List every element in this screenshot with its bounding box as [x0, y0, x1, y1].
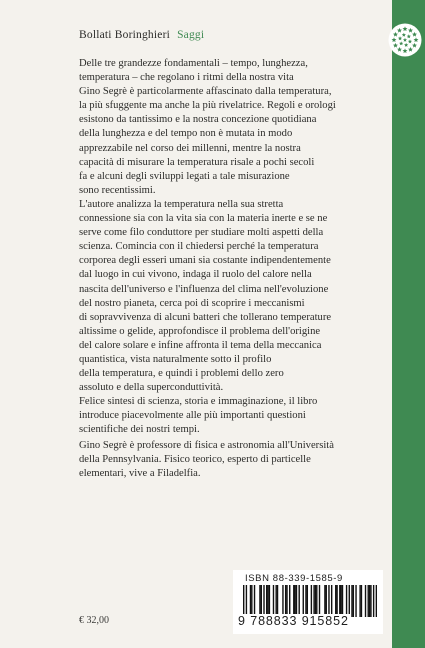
description-line: sono recentissimi. [79, 184, 156, 196]
description-line: serve come filo conduttore per studiare molti aspetti della [79, 227, 324, 239]
description-line: quantistica, vista naturalmente sotto il profilo [79, 353, 272, 365]
description-line: introduce piacevolmente alle più importanti questioni [79, 410, 306, 422]
isbn-label: ISBN 88-339-1585-9 [245, 573, 343, 584]
description-line: assoluto e della superconduttività. [79, 382, 224, 394]
description-line: del calore solare e infine affronta il tema della meccanica [79, 339, 322, 351]
description-line: temperatura – che regolano i ritmi della nostra vita [79, 72, 294, 84]
bio-line: Gino Segrè è professore di fisica e astronomia all'Università [79, 440, 334, 451]
ean-number: 9 788833 915852 [238, 614, 349, 628]
description-line: apprezzabile nel corso dei millenni, mentre la nostra [79, 142, 301, 154]
description-line: connessione sia con la vita sia con la materia inerte e se ne [79, 213, 328, 225]
description-line: L'autore analizza la temperatura nella sua stretta [79, 198, 284, 210]
description-line: Delle tre grandezze fondamentali – tempo, lunghezza, [79, 58, 308, 69]
description-line: scienza. Comincia con il chiedersi perché la temperatura [79, 241, 319, 253]
author-bio [79, 439, 391, 481]
green-side-band [392, 0, 425, 648]
series-name: Saggi [177, 29, 205, 41]
publisher-name: Bollati Boringhieri [79, 29, 170, 41]
description-line: della lunghezza e del tempo non è mutata in modo [79, 128, 293, 140]
series-header [79, 29, 204, 41]
publisher-star-emblem-icon [387, 22, 423, 58]
description-line: fa e alcuni degli sviluppi legati a tale misurazione [79, 170, 290, 182]
description-line: esistono da tantissimo e la nostra concezione quotidiana [79, 114, 317, 126]
description-line: dal luogo in cui vivono, indaga il ruolo del calore nella [79, 269, 312, 281]
description-line: di sopravvivenza di alcuni batteri che tollerano temperature [79, 311, 332, 323]
description-line: Felice sintesi di scienza, storia e immaginazione, il libro [79, 396, 318, 408]
description-line: capacità di misurare la temperatura risale a pochi secoli [79, 156, 315, 168]
description-line: la più sfuggente ma anche la più rivelatrice. Regoli e orologi [79, 100, 336, 112]
bio-line: elementari, vive a Filadelfia. [79, 468, 201, 480]
bio-line: della Pennsylvania. Fisico teorico, esperto di particelle [79, 454, 311, 466]
price-label: € 32,00 [79, 615, 109, 626]
description-line: corporea degli esseri umani sia costante indipendentemente [79, 255, 331, 267]
description-line: della temperatura, e quindi i problemi dello zero [79, 368, 284, 380]
description-line: Gino Segrè è particolarmente affascinato dalla temperatura, [79, 86, 332, 98]
description-line: nascita dell'universo e l'influenza del clima nell'evoluzione [79, 283, 329, 295]
description-line: scientifiche dei nostri tempi. [79, 424, 200, 436]
description-line: del nostro pianeta, cerca poi di scoprire i meccanismi [79, 297, 305, 309]
description-text [79, 57, 391, 438]
description-line: altissime o gelide, approfondisce il problema dell'origine [79, 325, 321, 337]
ean-barcode [243, 585, 377, 617]
